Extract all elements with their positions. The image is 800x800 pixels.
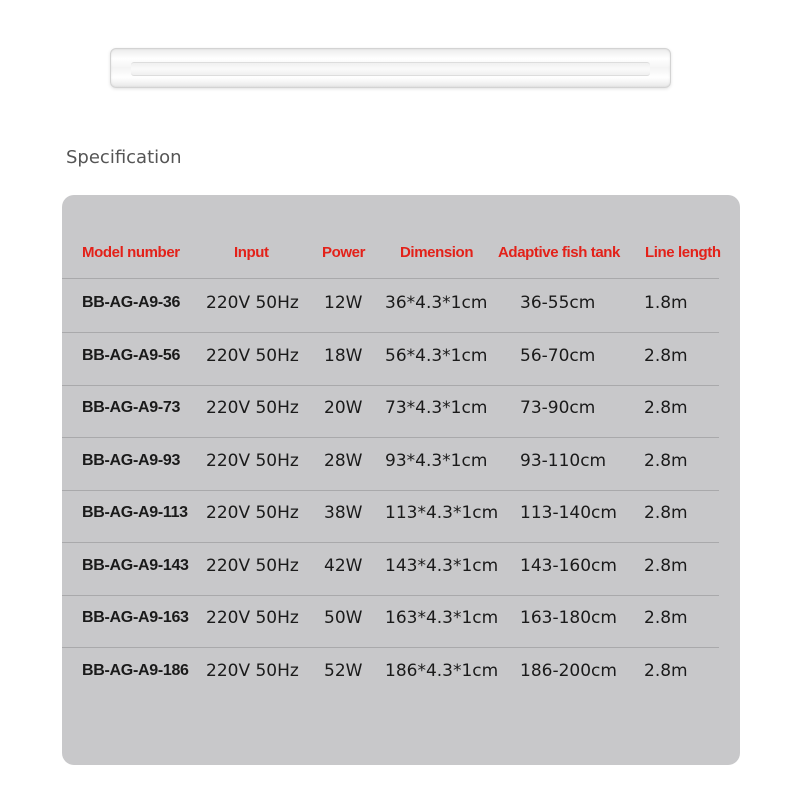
cell-input: 220V 50Hz [206, 450, 299, 471]
cell-line-length: 2.8m [644, 608, 688, 628]
cell-input: 220V 50Hz [206, 503, 299, 523]
cell-model-number: BB-AG-A9-143 [82, 556, 189, 574]
cell-power: 12W [324, 293, 363, 313]
section-title: Specification [66, 147, 182, 168]
cell-power: 52W [324, 660, 363, 681]
table-row [62, 544, 719, 596]
cell-adaptive-fish-tank: 186-200cm [520, 660, 617, 681]
cell-power: 42W [324, 555, 363, 576]
cell-power: 18W [324, 345, 363, 366]
cell-dimension: 186*4.3*1cm [385, 660, 499, 681]
table-row [62, 596, 719, 648]
table-row [62, 334, 719, 386]
cell-power: 28W [324, 450, 363, 471]
cell-line-length: 2.8m [644, 345, 688, 366]
header-input: Input [234, 244, 269, 261]
cell-dimension: 73*4.3*1cm [385, 398, 488, 418]
cell-input: 220V 50Hz [206, 345, 299, 366]
table-row [62, 439, 719, 491]
cell-adaptive-fish-tank: 36-55cm [520, 293, 596, 313]
cell-power: 38W [324, 503, 363, 523]
cell-dimension: 113*4.3*1cm [385, 503, 499, 523]
cell-line-length: 2.8m [644, 503, 688, 523]
table-row [62, 386, 719, 438]
table-row [62, 491, 719, 543]
cell-dimension: 56*4.3*1cm [385, 345, 488, 366]
cell-input: 220V 50Hz [206, 398, 299, 418]
table-row [62, 649, 719, 701]
cell-model-number: BB-AG-A9-93 [82, 451, 181, 469]
cell-dimension: 163*4.3*1cm [385, 608, 499, 628]
led-light-bar-image [110, 48, 671, 88]
header-divider [62, 278, 719, 279]
cell-model-number: BB-AG-A9-36 [82, 294, 181, 311]
header-dimension: Dimension [400, 244, 474, 261]
cell-line-length: 2.8m [644, 450, 688, 471]
cell-dimension: 143*4.3*1cm [385, 555, 499, 576]
cell-line-length: 2.8m [644, 660, 688, 681]
cell-model-number: BB-AG-A9-56 [82, 346, 181, 364]
cell-power: 50W [324, 608, 363, 628]
cell-adaptive-fish-tank: 143-160cm [520, 555, 617, 576]
header-model-number: Model number [82, 244, 180, 261]
cell-line-length: 2.8m [644, 398, 688, 418]
cell-model-number: BB-AG-A9-113 [82, 504, 188, 521]
cell-input: 220V 50Hz [206, 293, 299, 313]
cell-dimension: 93*4.3*1cm [385, 450, 488, 471]
cell-adaptive-fish-tank: 73-90cm [520, 398, 596, 418]
cell-adaptive-fish-tank: 113-140cm [520, 503, 617, 523]
cell-input: 220V 50Hz [206, 608, 299, 628]
cell-line-length: 1.8m [644, 293, 688, 313]
cell-model-number: BB-AG-A9-163 [82, 609, 189, 626]
header-line-length: Line length [645, 244, 721, 261]
header-power: Power [322, 244, 366, 261]
cell-adaptive-fish-tank: 163-180cm [520, 608, 617, 628]
cell-line-length: 2.8m [644, 555, 688, 576]
cell-input: 220V 50Hz [206, 660, 299, 681]
cell-adaptive-fish-tank: 93-110cm [520, 450, 607, 471]
cell-model-number: BB-AG-A9-186 [82, 661, 189, 679]
cell-adaptive-fish-tank: 56-70cm [520, 345, 596, 366]
cell-model-number: BB-AG-A9-73 [82, 399, 181, 416]
table-row [62, 281, 719, 333]
header-adaptive-fish-tank: Adaptive fish tank [498, 244, 620, 261]
cell-dimension: 36*4.3*1cm [385, 293, 488, 313]
cell-power: 20W [324, 398, 363, 418]
cell-input: 220V 50Hz [206, 555, 299, 576]
